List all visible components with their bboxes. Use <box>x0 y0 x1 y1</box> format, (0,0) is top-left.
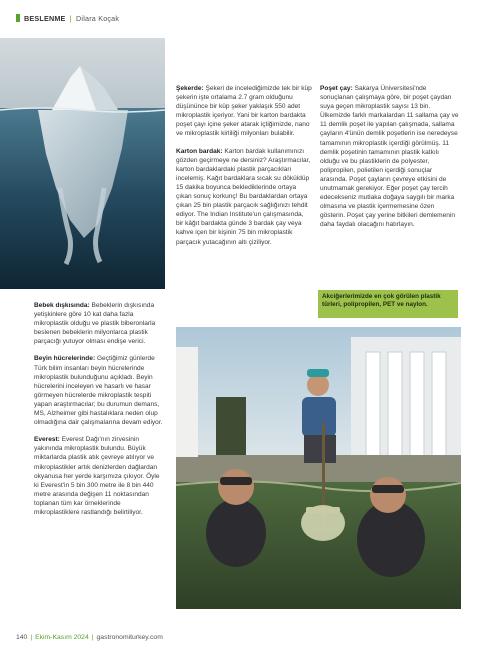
iceberg-illustration <box>0 38 165 289</box>
sampling-team-photo <box>176 327 461 609</box>
text-column-3 <box>320 84 460 238</box>
paragraph-sugar <box>176 84 312 139</box>
page-footer <box>16 634 163 641</box>
paragraph-tea-bag <box>320 84 460 230</box>
category-label: BESLENME <box>24 14 66 23</box>
paragraph-body: Sakarya Üniversitesi'nde sonuçlanan çalışmaya göre, bir poşet çaydan suya geçen mikroplastik sayısı 13 bin. Ülkemizde farklı markalardan 11 sallama çay ve 11 demlik poşet ile yapılan çalışmada, sallama çayların 4'ünün demlik poşetlerin ise neredeyse tamamının mikroplastik içerdiği görülmüş. 11 demlik poşetinin tamamının plastik katkılı olduğu ve bu plastiklerin de polyester, polipropilen, polietilen içerdiği sonuçlar arasında. Poşet çayların çevreye etkisini de unutmamak gerekiyor. Eğer poşet çay tercih edecekseniz mutlaka doğaya saygılı bir marka olmasına ve plastik içermemesine özen gösterin. Poşet çay yerine bitkileri demlemenin daha faydalı olacağını hatırlayın. <box>320 85 459 229</box>
text-column-2 <box>176 84 312 255</box>
paragraph-title: Beyin hücrelerinde: <box>34 355 96 363</box>
footer-separator: | <box>30 634 33 641</box>
author-name: Dilara Koçak <box>76 14 120 23</box>
paragraph-body: Şekeri de incelediğimizde tek bir küp şekerin işte ortalama 2.7 gram olduğunu düşününce bir küp şeker yaklaşık 550 adet mikroplastik içeriyor. Yani bir karton bardakta poşet çayı içine şeker atarak içtiğimizde, nano ve mikroplastik kirliliği milyonları bulabilir. <box>176 85 312 138</box>
paragraph-body: Geçtiğimiz günlerde Türk bilim insanları beyin hücrelerinde mikroplastik bulunduğunu açıkladı. Beyin hücrelerini inceleyen ve hasarlı ve hasar görmeyen hücrelerde mikroplastik tespiti yapan araştırmacılar; bu durumun demans, MS, Alzheimer gibi hastalıklara neden olup olmadığına dair çalışmalarına devam ediyor. <box>34 355 163 427</box>
sampling-illustration <box>176 327 461 609</box>
paragraph-title: Şekerde: <box>176 85 204 92</box>
paragraph-title: Poşet çay: <box>320 85 353 92</box>
paragraph-brain-cells <box>34 354 166 427</box>
paragraph-title: Everest: <box>34 436 60 444</box>
issue-label: Ekim-Kasım 2024 <box>35 634 89 641</box>
page-header <box>16 14 119 23</box>
category-marker <box>16 14 20 22</box>
site-link[interactable]: gastronomiturkey.com <box>96 634 163 641</box>
paragraph-body: Everest Dağı'nın zirvesinin yakınında mikroplastik bulundu. Büyük miktarlarda plastik atık çevreye atılıyor ve mikroplastikler artık denizlerden dağlardan okyanusa her yerde karşımıza çıkıyor. Öyle ki Everest'in 5 bin 300 metre ile 8 bin 440 metre arasında değişen 11 noktasından toplanan tüm kar örneklerinde mikroplastiklere rastlandığı belirtiliyor. <box>34 436 160 516</box>
text-column-1 <box>34 301 166 525</box>
paragraph-title: Bebek dışkısında: <box>34 302 90 309</box>
highlight-box: Akciğerlerimizde en çok görülen plastik türleri, polipropilen, PET ve naylon. <box>318 290 458 318</box>
header-separator: | <box>69 14 72 23</box>
paragraph-body: Bebeklerin dışkısında yetişkinlere göre 10 kat daha fazla mikroplastik olduğu ve plastik biberonlarla beslenen bebeklerin milyonlarca plastik parçacığı yutuyor olması endişe verici. <box>34 302 156 346</box>
paragraph-baby-feces <box>34 301 166 346</box>
footer-separator: | <box>91 634 94 641</box>
iceberg-plastic-bag-photo <box>0 38 165 289</box>
paragraph-title: Karton bardak: <box>176 147 223 155</box>
paragraph-everest <box>34 435 166 517</box>
paragraph-body: Karton bardak kullanımınızı gözden geçirmeye ne dersiniz? Araştırmacılar, karton bardaklardaki plastik parçacıkları incelemiş. Kağıt bardaklara sıcak su döküldüp 15 dakika boyunca beklediklerinde ortaya çıkan sonuç korkunç! Bu bardaklardan ortaya çıkan 25 bin plastik parçacık sağlığınızı tehdit ediyor. The Indian Institute'un çalışmasında, bir kâğıt bardakta günde 3 bardak çay veya kahve içen bir kişinin 75 bin mikroplastik parçacık yutacağının altı çiziliyor. <box>176 147 311 246</box>
paragraph-paper-cup <box>176 147 312 247</box>
page-number: 140 <box>16 634 28 641</box>
